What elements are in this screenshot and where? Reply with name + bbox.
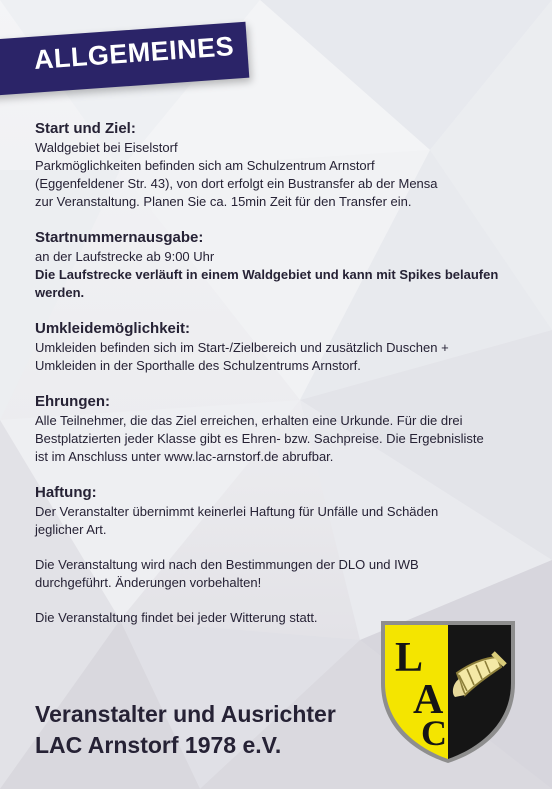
text-line: Der Veranstalter übernimmt keinerlei Haftung für Unfälle und Schäden [35, 504, 439, 519]
note-regulations [35, 556, 525, 592]
text-line: jeglicher Art. [35, 522, 107, 537]
section-haftung [35, 483, 525, 539]
text-line: (Eggenfeldener Str. 43), von dort erfolgt ein Bustransfer ab der Mensa [35, 176, 438, 191]
section-heading: Ehrungen: [35, 393, 110, 410]
lac-crest-logo [373, 613, 523, 763]
text-line: Die Veranstaltung wird nach den Bestimmungen der DLO und IWB [35, 557, 419, 572]
section-umkleide [35, 319, 525, 375]
crest-letter-c: C [421, 713, 447, 753]
text-line: Waldgebiet bei Eiselstorf [35, 140, 178, 155]
section-ehrungen [35, 392, 525, 466]
text-line: Parkmöglichkeiten befinden sich am Schulzentrum Arnstorf [35, 158, 375, 173]
bold-text-line: werden. [35, 285, 85, 300]
text-line: Umkleiden befinden sich im Start-/Zielbereich und zusätzlich Duschen + [35, 340, 449, 355]
text-line: Die Veranstaltung findet bei jeder Witterung statt. [35, 610, 318, 625]
section-heading: Startnummernausgabe: [35, 229, 204, 246]
text-line: durchgeführt. Änderungen vorbehalten! [35, 575, 262, 590]
crest-letter-a: A [413, 677, 444, 723]
organizer-line: Veranstalter und Ausrichter [35, 701, 336, 727]
text-line: zur Veranstaltung. Planen Sie ca. 15min Zeit für den Transfer ein. [35, 194, 412, 209]
bold-text-line: Die Laufstrecke verläuft in einem Waldgebiet und kann mit Spikes belaufen [35, 267, 499, 282]
section-heading: Start und Ziel: [35, 120, 136, 137]
text-line: Bestplatzierten jeder Klasse gibt es Ehren- bzw. Sachpreise. Die Ergebnisliste [35, 431, 484, 446]
text-line: an der Laufstrecke ab 9:00 Uhr [35, 249, 215, 264]
section-heading: Umkleidemöglichkeit: [35, 320, 191, 337]
text-line: Umkleiden in der Sporthalle des Schulzentrums Arnstorf. [35, 358, 361, 373]
section-start-ziel [35, 119, 525, 211]
section-heading: Haftung: [35, 484, 97, 501]
organizer-name: LAC Arnstorf 1978 e.V. [35, 732, 282, 758]
main-content [35, 119, 525, 644]
crest-letter-l: L [395, 635, 424, 681]
text-line: Alle Teilnehmer, die das Ziel erreichen, erhalten eine Urkunde. Für die drei [35, 413, 463, 428]
section-startnummernausgabe [35, 228, 525, 302]
organizer-block [35, 699, 336, 761]
text-line: ist im Anschluss unter www.lac-arnstorf.de abrufbar. [35, 449, 334, 464]
banner-title: ALLGEMEINES [32, 31, 236, 75]
